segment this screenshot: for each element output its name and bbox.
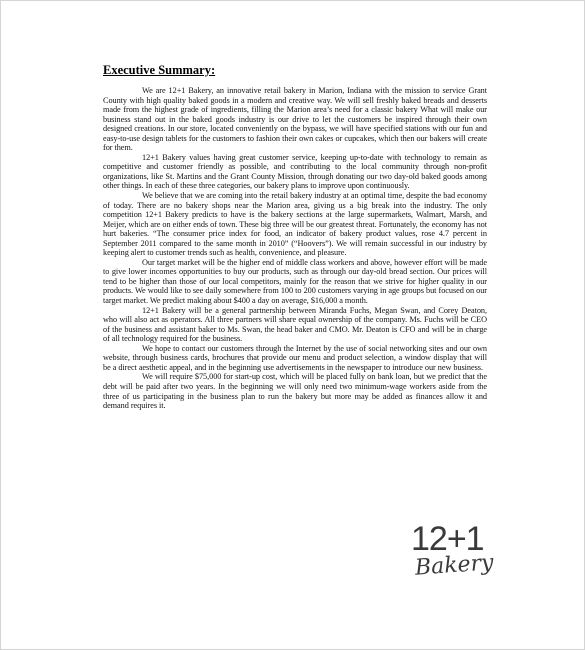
paragraph-intro: We are 12+1 Bakery, an innovative retail bakery in Marion, Indiana with the mission to service Grant County with high quality baked goods in a modern and creative way. We will sell freshly baked breads and desserts made from the highest grade of ingredients, filling the Marion area’s need for a classic bakery What will make our business stand out in the baked goods industry is our drive to let the customers be inspired through their own designed creations. In our store, located conveniently on the bypass, we will have specified stations with our fun and easy-to-use design tablets for the customers to fashion their own cakes or cupcakes, which then our bakers will create for them. [103, 86, 487, 153]
logo-word: Bakery [414, 550, 495, 581]
paragraph-marketing: We hope to contact our customers through the Internet by the use of social networking sites and our own website, through business cards, brochures that provide our menu and product selection, a window display that will be a direct aesthetic appeal, and in the beginning use advertisements in the newspaper to introduce our new business. [103, 343, 487, 372]
logo-number: 12+1 [411, 520, 484, 558]
paragraph-partnership: 12+1 Bakery will be a general partnership between Miranda Fuchs, Megan Swan, and Corey Deaton, who will also act as operators. All three partners will share equal ownership of the company. Ms. Fuchs will be CEO of the business and assistant baker to Ms. Swan, the head baker and CMO. Mr. Deaton is CFO and will be in charge of all technology required for the business. [103, 305, 487, 344]
document-body [103, 63, 487, 411]
paragraph-values: 12+1 Bakery values having great customer service, keeping up-to-date with technology to remain as competitive and customer friendly as possible, and contributing to the local community through non-profit organizations, like St. Martins and the Grant County Mission, through donating our two day-old baked goods among other things. In each of these three categories, our bakery plans to improve upon continuously. [103, 152, 487, 191]
bakery-logo [405, 521, 505, 591]
paragraph-target-market: Our target market will be the higher end of middle class workers and above, however effort will be made to give lower incomes opportunities to buy our products, such as through our day-old bread section. Our prices will tend to be higher than those of our local competitors, mainly for the reason that we strive for higher quality in our products. We would like to see daily somewhere from 100 to 200 customers varying in age groups but focused on our target market. We predict making about $400 a day on average, $16,000 a month. [103, 257, 487, 306]
executive-summary-heading: Executive Summary: [103, 63, 216, 77]
paragraph-financing: We will require $75,000 for start-up cost, which will be placed fully on bank loan, but we predict that the debt will be paid after two years. In the beginning we will only need two minimum-wage workers aside from the three of us participating in the business plan to run the bakery but more may be added as finances allow it and demand requires it. [103, 372, 487, 411]
paragraph-industry: We believe that we are coming into the retail bakery industry at an optimal time, despite the bad economy of today. There are no bakery shops near the Marion area, giving us a big break into the industry. The only competition 12+1 Bakery predicts to have is the bakery sections at the large supermarkets, Walmart, Marsh, and Meijer, which are on either ends of town. These big three will be our greatest threat. Fortunately, the economy has not hurt bakeries. “The consumer price index for food, an indicator of bakery product values, rose 4.7 percent in September 2011 compared to the same month in 2010” (“Hoovers”). We will remain successful in our industry by keeping alert to customer trends such as health, convenience, and pleasure. [103, 191, 487, 258]
